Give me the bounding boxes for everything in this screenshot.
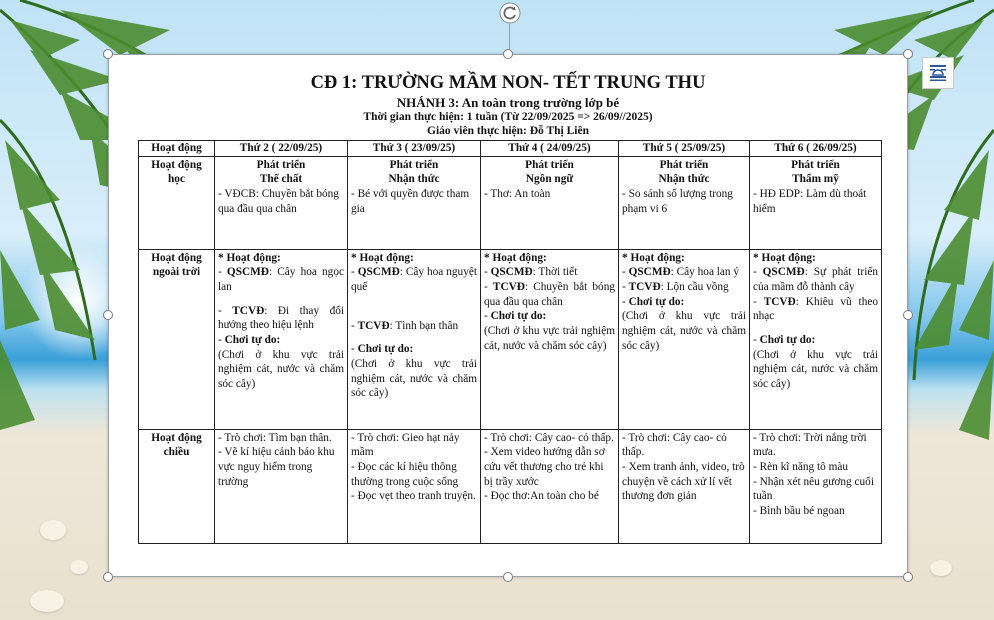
observation-item: - QSCMĐ: Thời tiết xyxy=(484,266,578,279)
table-cell xyxy=(481,156,619,249)
row-label: Hoạt động học xyxy=(139,156,215,249)
observation-item: - QSCMĐ: Sự phát triển của mầm đỗ thành cây xyxy=(753,266,879,294)
column-header: Thứ 4 ( 24/09/25) xyxy=(481,141,619,157)
seashell-decoration xyxy=(40,520,66,540)
resize-handle-top[interactable] xyxy=(503,49,513,59)
list-item: - Đọc thơ:An toàn cho bé xyxy=(484,490,599,503)
area-label: Thẩm mỹ xyxy=(792,173,839,186)
table-row xyxy=(139,249,882,429)
list-item: - Trò chơi: Gieo hạt nảy mầm xyxy=(351,431,460,459)
row-label: Hoạt động chiều xyxy=(139,429,215,543)
game-item: - TCVĐ: Lộn cầu vồng xyxy=(622,281,729,294)
table-header-row xyxy=(139,141,882,157)
list-item: - Vẽ kí hiệu cảnh báo khu vực nguy hiểm trong trường xyxy=(218,446,335,488)
observation-item: - QSCMĐ: Cây hoa lan ý xyxy=(622,266,740,279)
resize-handle-bottom-left[interactable] xyxy=(103,572,113,582)
list-item: - Trò chơi: Trời nắng trời mưa. xyxy=(753,431,867,459)
area-label: Phát triển xyxy=(389,158,439,171)
free-play-text: (Chơi ở khu vực trải nghiệm cát, nước và chăm sóc cây) xyxy=(622,310,746,352)
activity-heading: * Hoạt động: xyxy=(622,251,685,264)
activity-text: - HĐ EDP: Làm dù thoát hiểm xyxy=(753,188,867,215)
table-cell xyxy=(481,249,619,429)
rotate-handle-icon[interactable] xyxy=(498,1,522,25)
duration-line: Thời gian thực hiện: 1 tuần (Từ 22/09/2025 => 26/09//2025) xyxy=(363,111,653,123)
resize-handle-left[interactable] xyxy=(103,310,113,320)
seashell-decoration xyxy=(70,560,88,574)
free-play-item: - Chơi tự do: xyxy=(622,295,685,308)
list-item: - Rèn kĩ năng tô màu xyxy=(753,461,849,474)
activity-text: - So sánh số lượng trong phạm vi 6 xyxy=(622,188,733,215)
area-label: Nhận thức xyxy=(388,173,440,186)
table-row xyxy=(139,429,882,543)
area-label: Nhận thức xyxy=(658,173,710,186)
resize-handle-bottom[interactable] xyxy=(503,572,513,582)
table-cell xyxy=(348,156,481,249)
teacher-line: Giáo viên thực hiện: Đỗ Thị Liên xyxy=(427,125,589,137)
page-title: CĐ 1: TRƯỜNG MẦM NON- TẾT TRUNG THU xyxy=(310,73,706,93)
resize-handle-bottom-right[interactable] xyxy=(903,572,913,582)
area-label: Phát triển xyxy=(659,158,709,171)
table-cell xyxy=(619,156,750,249)
table-cell xyxy=(750,249,882,429)
area-label: Phát triển xyxy=(525,158,574,171)
table-cell xyxy=(750,429,882,543)
list-item: - Trò chơi: Cây cao- cỏ thấp. xyxy=(484,431,614,444)
table-cell xyxy=(750,156,882,249)
list-item: - Đọc vẹt theo tranh truyện. xyxy=(351,490,476,503)
table-cell xyxy=(215,249,348,429)
free-play-text: (Chơi ở khu vực trải nghiệm cát, nước và chăm sóc cây) xyxy=(218,348,344,391)
free-play-item: - Chơi tự do: xyxy=(218,334,281,347)
table-cell xyxy=(215,156,348,249)
resize-handle-top-left[interactable] xyxy=(103,49,113,59)
activity-text: - VĐCB: Chuyền bắt bóng qua đầu qua chân xyxy=(218,188,339,215)
game-item: - TCVĐ: Chuyền bắt bóng qua đầu qua chân xyxy=(484,281,615,308)
resize-handle-right[interactable] xyxy=(903,310,913,320)
area-label: Phát triển xyxy=(256,158,306,171)
table-cell xyxy=(215,429,348,543)
branch-subtitle: NHÁNH 3: An toàn trong trường lớp bé xyxy=(396,95,620,110)
game-item: - TCVĐ: Tình bạn thân xyxy=(351,319,459,332)
table-cell xyxy=(619,429,750,543)
area-label: Phát triển xyxy=(791,158,840,171)
free-play-item: - Chơi tự do: xyxy=(753,334,816,347)
activity-heading: * Hoạt động: xyxy=(351,251,414,264)
list-item: - Đọc các kí hiệu thông thường trong cuộc sống xyxy=(351,461,459,488)
rotate-connector xyxy=(509,24,510,50)
seashell-decoration xyxy=(930,560,952,576)
weekly-plan-table[interactable] xyxy=(138,140,882,544)
free-play-text: (Chơi ở khu vực trải nghiệm cát, nước và chăm sóc cây) xyxy=(351,358,477,400)
list-item: - Bình bầu bé ngoan xyxy=(753,505,845,518)
free-play-item: - Chơi tự do: xyxy=(351,343,414,356)
column-header: Hoạt động xyxy=(139,141,215,157)
list-item: - Nhận xét nêu gương cuối tuần xyxy=(753,475,874,503)
column-header: Thứ 3 ( 23/09/25) xyxy=(348,141,481,157)
activity-heading: * Hoạt động: xyxy=(753,251,816,264)
table-cell xyxy=(619,249,750,429)
activity-heading: * Hoạt động: xyxy=(218,251,281,264)
table-cell xyxy=(481,429,619,543)
resize-handle-top-right[interactable] xyxy=(903,49,913,59)
observation-item: - QSCMĐ: Cây hoa nguyệt quế xyxy=(351,266,477,294)
row-label: Hoạt động ngoài trời xyxy=(139,249,215,429)
column-header: Thứ 5 ( 25/09/25) xyxy=(619,141,750,157)
seashell-decoration xyxy=(30,590,64,612)
free-play-text: (Chơi ở khu vực trải nghiệm cát, nước và chăm sóc cây) xyxy=(484,325,615,352)
free-play-item: - Chơi tự do: xyxy=(484,310,547,323)
area-label: Ngôn ngữ xyxy=(525,173,574,186)
observation-item: - QSCMĐ: Cây hoa ngọc lan xyxy=(218,266,344,294)
layout-options-icon xyxy=(928,64,948,82)
free-play-text: (Chơi ở khu vực trải nghiệm cát, nước và chăm sóc cây) xyxy=(753,348,878,391)
list-item: - Xem video hướng dẫn sơ cứu vết thương cho trẻ khi bị trầy xước xyxy=(484,446,605,488)
area-label: Thể chất xyxy=(259,173,303,186)
game-item: - TCVĐ: Đi thay đổi hướng theo hiệu lệnh xyxy=(218,304,345,332)
table-cell xyxy=(348,249,481,429)
list-item: - Trò chơi: Cây cao- cỏ thấp. xyxy=(622,431,727,459)
game-item: - TCVĐ: Khiêu vũ theo nhạc xyxy=(753,295,879,323)
column-header: Thứ 6 ( 26/09/25) xyxy=(750,141,882,157)
activity-text: - Thơ: An toàn xyxy=(484,188,551,201)
list-item: - Xem tranh ảnh, video, trò chuyện về cách xử lí vết thương đơn giản xyxy=(622,461,745,503)
table-cell xyxy=(348,429,481,543)
activity-heading: * Hoạt động: xyxy=(484,251,547,264)
table-row xyxy=(139,156,882,249)
list-item: - Trò chơi: Tìm bạn thân. xyxy=(218,431,332,444)
layout-options-button[interactable] xyxy=(922,57,954,89)
activity-text: - Bé với quyền được tham gia xyxy=(351,188,470,215)
column-header: Thứ 2 ( 22/09/25) xyxy=(215,141,348,157)
